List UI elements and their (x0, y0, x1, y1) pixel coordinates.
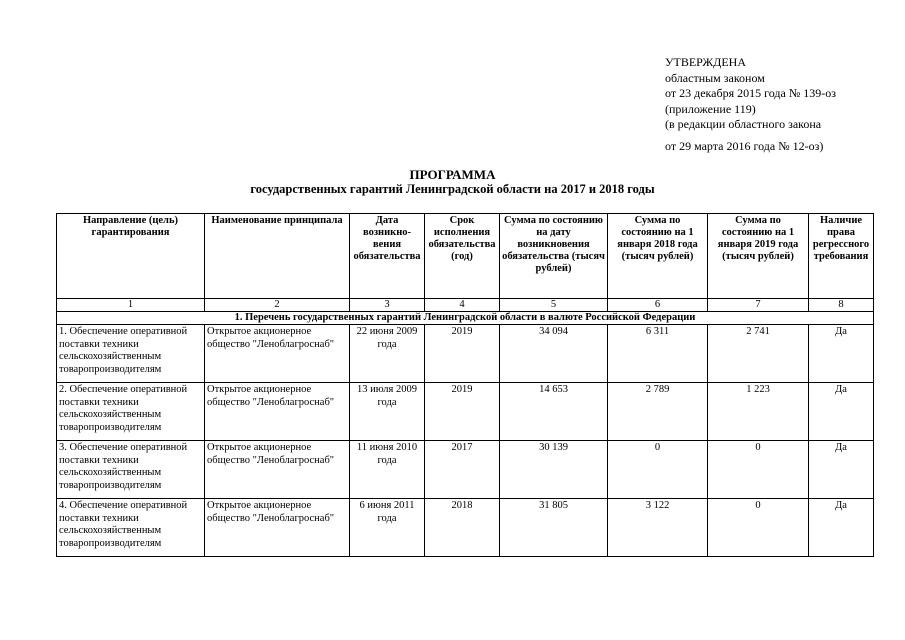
guarantees-table (56, 213, 874, 557)
cell-purpose: 4. Обеспечение оперативной поставки техники сельскохозяйственным товаропроизводителям (57, 499, 205, 557)
column-number: 5 (500, 299, 608, 312)
cell-regress: Да (809, 383, 874, 441)
cell-principal: Открытое акционерное общество "Леноблагроснаб" (205, 499, 350, 557)
header-date: Дата возникно-вения обязательства (350, 214, 425, 299)
cell-sum-origin: 14 653 (500, 383, 608, 441)
cell-date: 6 июня 2011 года (350, 499, 425, 557)
column-number: 1 (57, 299, 205, 312)
cell-term: 2017 (425, 441, 500, 499)
cell-principal: Открытое акционерное общество "Леноблагроснаб" (205, 383, 350, 441)
section-title: 1. Перечень государственных гарантий Ленинградской области в валюте Российской Федерации (57, 312, 874, 325)
approval-line-1: УТВЕРЖДЕНА (665, 55, 747, 69)
cell-sum-2018: 6 311 (608, 325, 708, 383)
cell-sum-origin: 34 094 (500, 325, 608, 383)
cell-term: 2019 (425, 383, 500, 441)
header-row (57, 214, 874, 299)
approval-line-3: от 23 декабря 2015 года № 139-оз (665, 86, 837, 100)
approval-line-2: областным законом (665, 70, 765, 85)
table-row (57, 441, 874, 499)
cell-date: 11 июня 2010 года (350, 441, 425, 499)
header-sum-origin: Сумма по состоянию на дату возникновения обязательства (тысяч рублей) (500, 214, 608, 299)
cell-term: 2018 (425, 499, 500, 557)
cell-purpose: 3. Обеспечение оперативной поставки техники сельскохозяйственным товаропроизводителям (57, 441, 205, 499)
column-number: 8 (809, 299, 874, 312)
header-regress: Наличие права регрессного требования (809, 214, 874, 299)
cell-sum-2019: 2 741 (708, 325, 809, 383)
cell-sum-2019: 0 (708, 441, 809, 499)
document-title: ПРОГРАММА (409, 167, 496, 182)
cell-purpose: 2. Обеспечение оперативной поставки техники сельскохозяйственным товаропроизводителям (57, 383, 205, 441)
cell-principal: Открытое акционерное общество "Леноблагроснаб" (205, 325, 350, 383)
approval-stamp (665, 55, 836, 154)
table-row (57, 325, 874, 383)
cell-sum-2019: 1 223 (708, 383, 809, 441)
column-number: 6 (608, 299, 708, 312)
cell-sum-2018: 3 122 (608, 499, 708, 557)
approval-line-4: (приложение 119) (665, 101, 756, 116)
cell-regress: Да (809, 441, 874, 499)
cell-regress: Да (809, 499, 874, 557)
column-number: 3 (350, 299, 425, 312)
table-row (57, 499, 874, 557)
approval-line-6: от 29 марта 2016 года № 12-оз) (665, 138, 824, 153)
cell-sum-2019: 0 (708, 499, 809, 557)
header-principal: Наименование принципала (205, 214, 350, 299)
column-number: 4 (425, 299, 500, 312)
document-subtitle: государственных гарантий Ленинградской области на 2017 и 2018 годы (250, 182, 655, 196)
column-number: 7 (708, 299, 809, 312)
cell-sum-2018: 2 789 (608, 383, 708, 441)
column-number-row (57, 299, 874, 312)
header-purpose: Направление (цель) гарантирования (57, 214, 205, 299)
header-sum-2018: Сумма по состоянию на 1 января 2018 года (тысяч рублей) (608, 214, 708, 299)
cell-date: 13 июля 2009 года (350, 383, 425, 441)
cell-principal: Открытое акционерное общество "Леноблагроснаб" (205, 441, 350, 499)
cell-purpose: 1. Обеспечение оперативной поставки техники сельскохозяйственным товаропроизводителям (57, 325, 205, 383)
cell-date: 22 июня 2009 года (350, 325, 425, 383)
table-row (57, 383, 874, 441)
column-number: 2 (205, 299, 350, 312)
cell-term: 2019 (425, 325, 500, 383)
approval-line-5: (в редакции областного закона (665, 117, 822, 131)
cell-sum-origin: 31 805 (500, 499, 608, 557)
cell-regress: Да (809, 325, 874, 383)
header-term: Срок исполнения обязательства (год) (425, 214, 500, 299)
cell-sum-origin: 30 139 (500, 441, 608, 499)
section-row (57, 312, 874, 325)
cell-sum-2018: 0 (608, 441, 708, 499)
header-sum-2019: Сумма по состоянию на 1 января 2019 года (тысяч рублей) (708, 214, 809, 299)
